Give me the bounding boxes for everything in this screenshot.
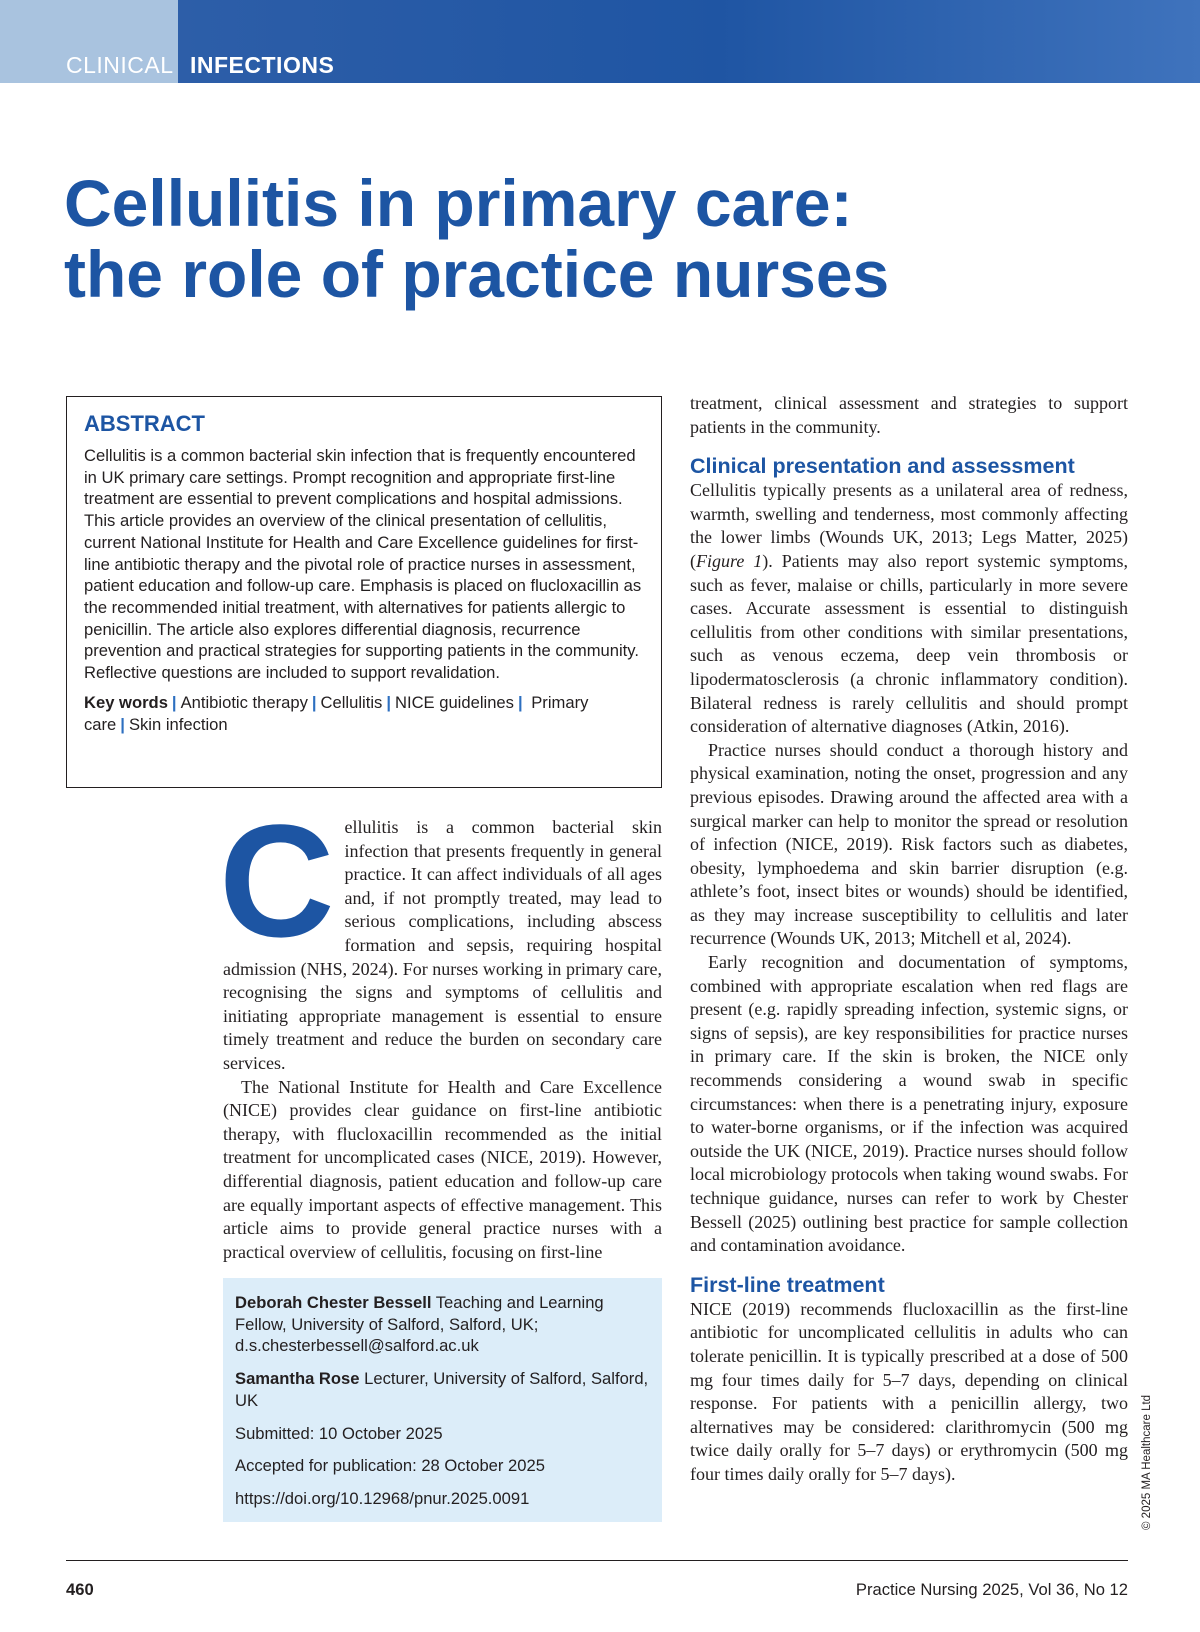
journal-citation: Practice Nursing 2025, Vol 36, No 12 (855, 1580, 1128, 1599)
doi-link[interactable]: https://doi.org/10.12968/pnur.2025.0091 (235, 1488, 530, 1508)
article-title (64, 168, 1114, 310)
submitted-date: Submitted: 10 October 2025 (235, 1423, 443, 1443)
author-info-box (223, 1278, 662, 1522)
page-number: 460 (66, 1580, 94, 1599)
author-2 (235, 1368, 650, 1411)
author-1-affiliation: Teaching and Learning Fellow, University of Salford, Salford, UK; d.s.chesterbessell@salford.ac.uk (235, 1293, 604, 1356)
intro-text: ellulitis is a common bacterial skin infection that presents frequently in general practice. It can affect individuals of all ages and, if not promptly treated, may lead to serious complications, including abscess formation and sepsis, requiring hospital admission (NHS, 2024). For nurses working in primary care, recognising the signs and symptoms of cellulitis and initiating appropriate management is essential to ensure timely treatment and reduce the burden on secondary care services. (223, 817, 662, 1073)
figure-reference[interactable]: Figure 1 (696, 550, 763, 571)
subsection-label: INFECTIONS (190, 52, 335, 78)
title-line-2: the role of practice nurses (64, 237, 890, 311)
author-2-affiliation: Lecturer, University of Salford, Salford, UK (235, 1369, 649, 1410)
abstract-text: Cellulitis is a common bacterial skin infection that is frequently encountered in UK primary care settings. Prompt recognition and appropriate first-line treatment are essential to prevent complications and hospital admissions. This article provides an overview of the clinical presentation of cellulitis, current National Institute for Health and Care Excellence guidelines for first-line antibiotic therapy and the pivotal role of practice nurses in assessment, patient education and follow-up care. Emphasis is placed on flucloxacillin as the recommended initial treatment, with alternatives for patients allergic to penicillin. The article also explores differential diagnosis, recurrence prevention and practical strategies for supporting patients in the community. Reflective questions are included to support revalidation. (84, 446, 642, 683)
body-paragraph: Practice nurses should conduct a thorough history and physical examination, noting the onset, progression and any previous episodes. Drawing around the affected area with a surgical marker can help to monitor the spread or resolution of infection (NICE, 2019). Risk factors such as diabetes, obesity, lymphoedema and skin barrier disruption (e.g. athlete’s foot, insect bites or wounds) should be identified, as they may increase susceptibility to cellulitis and later recurrence (Wounds UK, 2013; Mitchell et al, 2024). (690, 739, 1128, 949)
intro-paragraph (219, 791, 662, 1076)
copyright-notice: © 2025 MA Healthcare Ltd (1141, 1394, 1153, 1530)
body-paragraph: NICE (2019) recommends flucloxacillin as the first-line antibiotic for uncomplicated cellulitis in adults who can tolerate penicillin. It is typically prescribed at a dose of 500 mg four times daily for 5–7 days, depending on clinical response. For patients with a penicillin allergy, two alternatives may be considered: clarithromycin (500 mg twice daily orally for 5–7 days) or erythromycin (500 mg four times daily orally for 5–7 days). (690, 1298, 1128, 1484)
body-paragraph: Early recognition and documentation of symptoms, combined with appropriate escalation when red flags are present (e.g. rapidly spreading infection, systemic signs, or signs of sepsis), are key responsibilities for practice nurses in primary care. If the skin is broken, the NICE only recommends considering a wound swab in specific circumstances: when there is a penetrating injury, exposure to water-borne organisms, or if the infection was acquired outside the UK (NICE, 2019). Practice nurses should follow local microbiology protocols when taking wound swabs. For technique guidance, nurses can refer to work by Chester Bessell (2025) outlining best practice for sample collection and contamination avoidance. (690, 952, 1128, 1256)
keyword: Cellulitis (320, 692, 383, 712)
author-1-name: Deborah Chester Bessell (235, 1293, 432, 1312)
body-paragraph: Cellulitis typically presents as a unilateral area of redness, warmth, swelling and tenderness, most commonly affecting the lower limbs (Wounds UK, 2013; Legs Matter, 2025) (Figure 1). Patients may also report systemic symptoms, such as fever, malaise or chills, particularly in more severe cases. Accurate assessment is essential to distinguish cellulitis from other conditions with similar presentations, such as venous eczema, deep vein thrombosis or lipodermatosclerosis (a chronic inflammatory condition). Bilateral redness is rarely cellulitis and should prompt consideration of alternative diagnoses (Atkin, 2016). (690, 480, 1128, 737)
body-paragraph-continued: treatment, clinical assessment and strategies to support patients in the community. (690, 393, 1128, 437)
author-1 (235, 1292, 650, 1357)
keyword: Primary care (84, 692, 589, 734)
keyword: Skin infection (128, 714, 228, 734)
keyword: NICE guidelines (394, 692, 514, 712)
abstract-heading: ABSTRACT (84, 411, 205, 436)
section-label: CLINICAL (66, 52, 174, 78)
author-2-name: Samantha Rose (235, 1369, 360, 1389)
body-paragraph: The National Institute for Health and Care Excellence (NICE) provides clear guidance on first-line antibiotic therapy, with flucloxacillin recommended as the initial treatment for uncomplicated cases (NICE, 2019). However, differential diagnosis, patient education and follow-up care are equally important aspects of effective management. This article aims to provide general practice nurses with a practical overview of cellulitis, focusing on first-line (223, 1076, 662, 1262)
heading-clinical-presentation: Clinical presentation and assessment (690, 454, 1075, 479)
title-line-1: Cellulitis in primary care: (64, 166, 853, 240)
footer-divider (66, 1560, 1128, 1561)
accepted-date: Accepted for publication: 28 October 2025 (235, 1456, 545, 1476)
keyword: Antibiotic therapy (180, 692, 308, 712)
drop-cap: C (219, 791, 335, 970)
keywords: Key words | Antibiotic therapy | Cellulitis | NICE guidelines | Primary care | Skin infection (84, 692, 589, 734)
abstract-box (66, 396, 662, 788)
body-column-left (219, 791, 662, 1264)
section-header-bar (0, 0, 1200, 83)
keywords-label: Key words (84, 692, 168, 712)
heading-first-line-treatment: First-line treatment (690, 1272, 885, 1297)
body-column-right (690, 392, 1128, 1487)
